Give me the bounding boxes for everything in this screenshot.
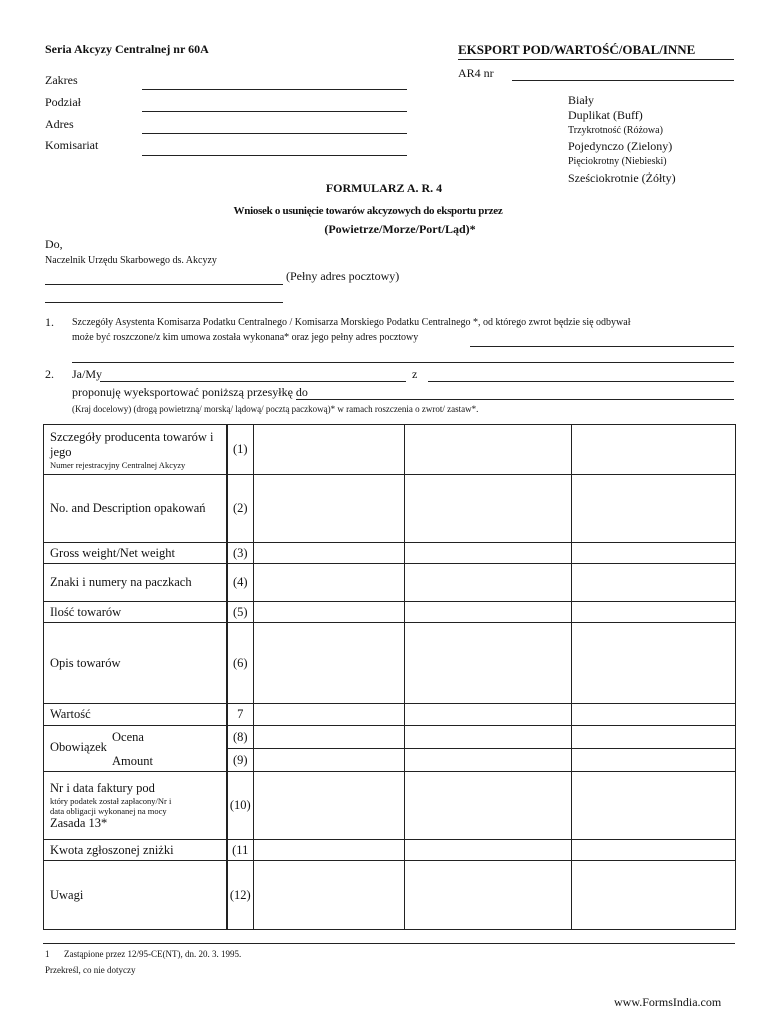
table-cell[interactable]: [254, 564, 405, 602]
ja-my-field[interactable]: [100, 381, 406, 382]
table-row: [44, 704, 736, 726]
row-number: (1): [227, 425, 254, 475]
table-row: [44, 564, 736, 602]
manufacturer-label: Szczegóły producenta towarów i jego: [50, 429, 214, 459]
table-row: [44, 840, 736, 861]
row-number: (10): [227, 772, 254, 840]
footnote-1-text: Zastąpione przez 12/95-CE(NT), dn. 20. 3. 1995.: [64, 949, 242, 959]
table-cell[interactable]: [405, 772, 572, 840]
zakres-field[interactable]: [142, 89, 407, 90]
destination-field[interactable]: [296, 399, 734, 400]
table-cell[interactable]: [572, 861, 736, 930]
table-cell[interactable]: [572, 726, 736, 749]
section1-field-2[interactable]: [72, 362, 734, 363]
z-field[interactable]: [428, 381, 734, 382]
table-cell[interactable]: [405, 475, 572, 543]
section1-text-line2: może być roszczone/z kim umowa została wykonana* oraz jego pełny adres pocztowy: [72, 332, 419, 343]
footnote-2-text: Przekreśl, co nie dotyczy: [45, 965, 136, 975]
table-row: [44, 425, 736, 475]
row-number: (2): [227, 475, 254, 543]
description-label: Opis towarów: [44, 623, 227, 704]
table-cell[interactable]: [572, 425, 736, 475]
table-cell[interactable]: [254, 475, 405, 543]
table-cell[interactable]: [572, 704, 736, 726]
row-number: (4): [227, 564, 254, 602]
to-label: Do,: [45, 237, 63, 251]
footnote-divider: [43, 943, 735, 944]
row-number: 7: [227, 704, 254, 726]
postal-address-label: (Pełny adres pocztowy): [286, 269, 400, 283]
invoice-label-line4: Zasada 13*: [50, 815, 108, 830]
zakres-label: Zakres: [45, 73, 78, 87]
table-cell[interactable]: [254, 861, 405, 930]
copy-duplikat: Duplikat (Buff): [568, 108, 643, 122]
table-cell[interactable]: [254, 772, 405, 840]
table-cell[interactable]: [254, 543, 405, 564]
address-line-1[interactable]: [45, 284, 283, 285]
table-cell[interactable]: [572, 772, 736, 840]
table-cell[interactable]: [254, 623, 405, 704]
row-number: (12): [227, 861, 254, 930]
table-cell[interactable]: [254, 602, 405, 623]
komisariat-label: Komisariat: [45, 138, 99, 152]
destination-note: (Kraj docelowy) (drogą powietrzną/ morską/ lądową/ pocztą paczkową)* w ramach roszczenia o zwrot/ zastaw*.: [72, 404, 479, 414]
section1-number: 1.: [45, 315, 54, 329]
remarks-label: Uwagi: [44, 861, 227, 930]
ar4-field[interactable]: [512, 80, 734, 81]
series-label: Seria Akcyzy Centralnej nr 60A: [45, 42, 209, 56]
invoice-label: [44, 772, 227, 840]
footnote-1-number: 1: [45, 949, 50, 959]
row-number: (8): [227, 726, 254, 749]
form-subtitle: Wniosek o usunięcie towarów akcyzowych do eksportu przez: [233, 205, 503, 217]
duty-label: Obowiązek: [50, 740, 107, 754]
table-cell[interactable]: [405, 749, 572, 772]
table-cell[interactable]: [405, 602, 572, 623]
website-link[interactable]: www.FormsIndia.com: [614, 995, 722, 1009]
to-official: Naczelnik Urzędu Skarbowego ds. Akcyzy: [45, 255, 217, 266]
table-row: [44, 861, 736, 930]
row-number: (3): [227, 543, 254, 564]
invoice-label-line3: data obligacji wykonanej na mocy: [50, 805, 167, 816]
propose-text: proponuję wyeksportować poniższą przesyłkę do: [72, 385, 308, 399]
podzial-field[interactable]: [142, 111, 407, 112]
copy-pieciokrotny: Pięciokrotny (Niebieski): [568, 156, 667, 167]
table-cell[interactable]: [572, 543, 736, 564]
table-cell[interactable]: [405, 564, 572, 602]
table-row: [44, 726, 736, 749]
table-cell[interactable]: [405, 840, 572, 861]
section2-number: 2.: [45, 367, 54, 381]
row-number: (11: [227, 840, 254, 861]
ja-my-label: Ja/My: [72, 367, 102, 381]
table-cell[interactable]: [254, 425, 405, 475]
row-number: (9): [227, 749, 254, 772]
table-cell[interactable]: [405, 704, 572, 726]
rebate-label: Kwota zgłoszonej zniżki: [44, 840, 227, 861]
table-cell[interactable]: [254, 749, 405, 772]
adres-field[interactable]: [142, 133, 407, 134]
manufacturer-sublabel: Numer rejestracyjny Centralnej Akcyzy: [50, 459, 186, 470]
section1-field-1[interactable]: [470, 346, 734, 347]
table-row: [44, 602, 736, 623]
row-number: (5): [227, 602, 254, 623]
adres-label: Adres: [45, 117, 74, 131]
z-label: z: [412, 367, 418, 381]
assessment-label: Ocena: [112, 730, 144, 744]
table-cell[interactable]: [254, 726, 405, 749]
table-cell[interactable]: [572, 749, 736, 772]
table-row: [44, 543, 736, 564]
ar4-label: AR4 nr: [458, 66, 494, 80]
table-row: [44, 475, 736, 543]
export-title: EKSPORT POD/WARTOŚĆ/OBAL/INNE: [458, 42, 696, 57]
table-cell[interactable]: [254, 704, 405, 726]
copy-pojedynczo: Pojedynczo (Zielony): [568, 139, 673, 153]
table-row: [44, 623, 736, 704]
row-label: [44, 425, 227, 475]
invoice-label-line1: Nr i data faktury pod: [50, 780, 155, 795]
copy-szesciokrotnie: Sześciokrotnie (Żółty): [568, 171, 676, 185]
komisariat-field[interactable]: [142, 155, 407, 156]
table-cell[interactable]: [405, 861, 572, 930]
table-row: [44, 772, 736, 840]
copy-bialy: Biały: [568, 93, 594, 107]
packages-label: No. and Description opakowań: [44, 475, 227, 543]
table-cell[interactable]: [572, 840, 736, 861]
quantity-label: Ilość towarów: [44, 602, 227, 623]
marks-label: Znaki i numery na paczkach: [44, 564, 227, 602]
table-cell[interactable]: [572, 475, 736, 543]
table-cell[interactable]: [405, 623, 572, 704]
value-label: Wartość: [44, 704, 227, 726]
table-cell[interactable]: [405, 726, 572, 749]
amount-label: Amount: [112, 754, 153, 768]
table-cell[interactable]: [405, 543, 572, 564]
podzial-label: Podział: [45, 95, 81, 109]
table-cell[interactable]: [254, 840, 405, 861]
table-cell[interactable]: [405, 425, 572, 475]
invoice-label-line2: który podatek został zapłacony/Nr i: [50, 795, 172, 806]
export-title-underline: [458, 59, 734, 60]
duty-group: [44, 726, 227, 772]
row-number: (6): [227, 623, 254, 704]
form-title: FORMULARZ A. R. 4: [325, 181, 443, 195]
address-line-2[interactable]: [45, 302, 283, 303]
table-cell[interactable]: [572, 623, 736, 704]
goods-table: [43, 424, 736, 930]
transport-modes: (Powietrze/Morze/Port/Ląd)*: [324, 222, 476, 236]
table-cell[interactable]: [572, 602, 736, 623]
section1-text-line1: Szczegóły Asystenta Komisarza Podatku Centralnego / Komisarza Morskiego Podatku Centralnego *, od którego zwrot będzie się odbywał: [72, 317, 631, 328]
table-cell[interactable]: [572, 564, 736, 602]
copy-trzykrotnosc: Trzykrotność (Różowa): [568, 125, 663, 136]
weight-label: Gross weight/Net weight: [44, 543, 227, 564]
